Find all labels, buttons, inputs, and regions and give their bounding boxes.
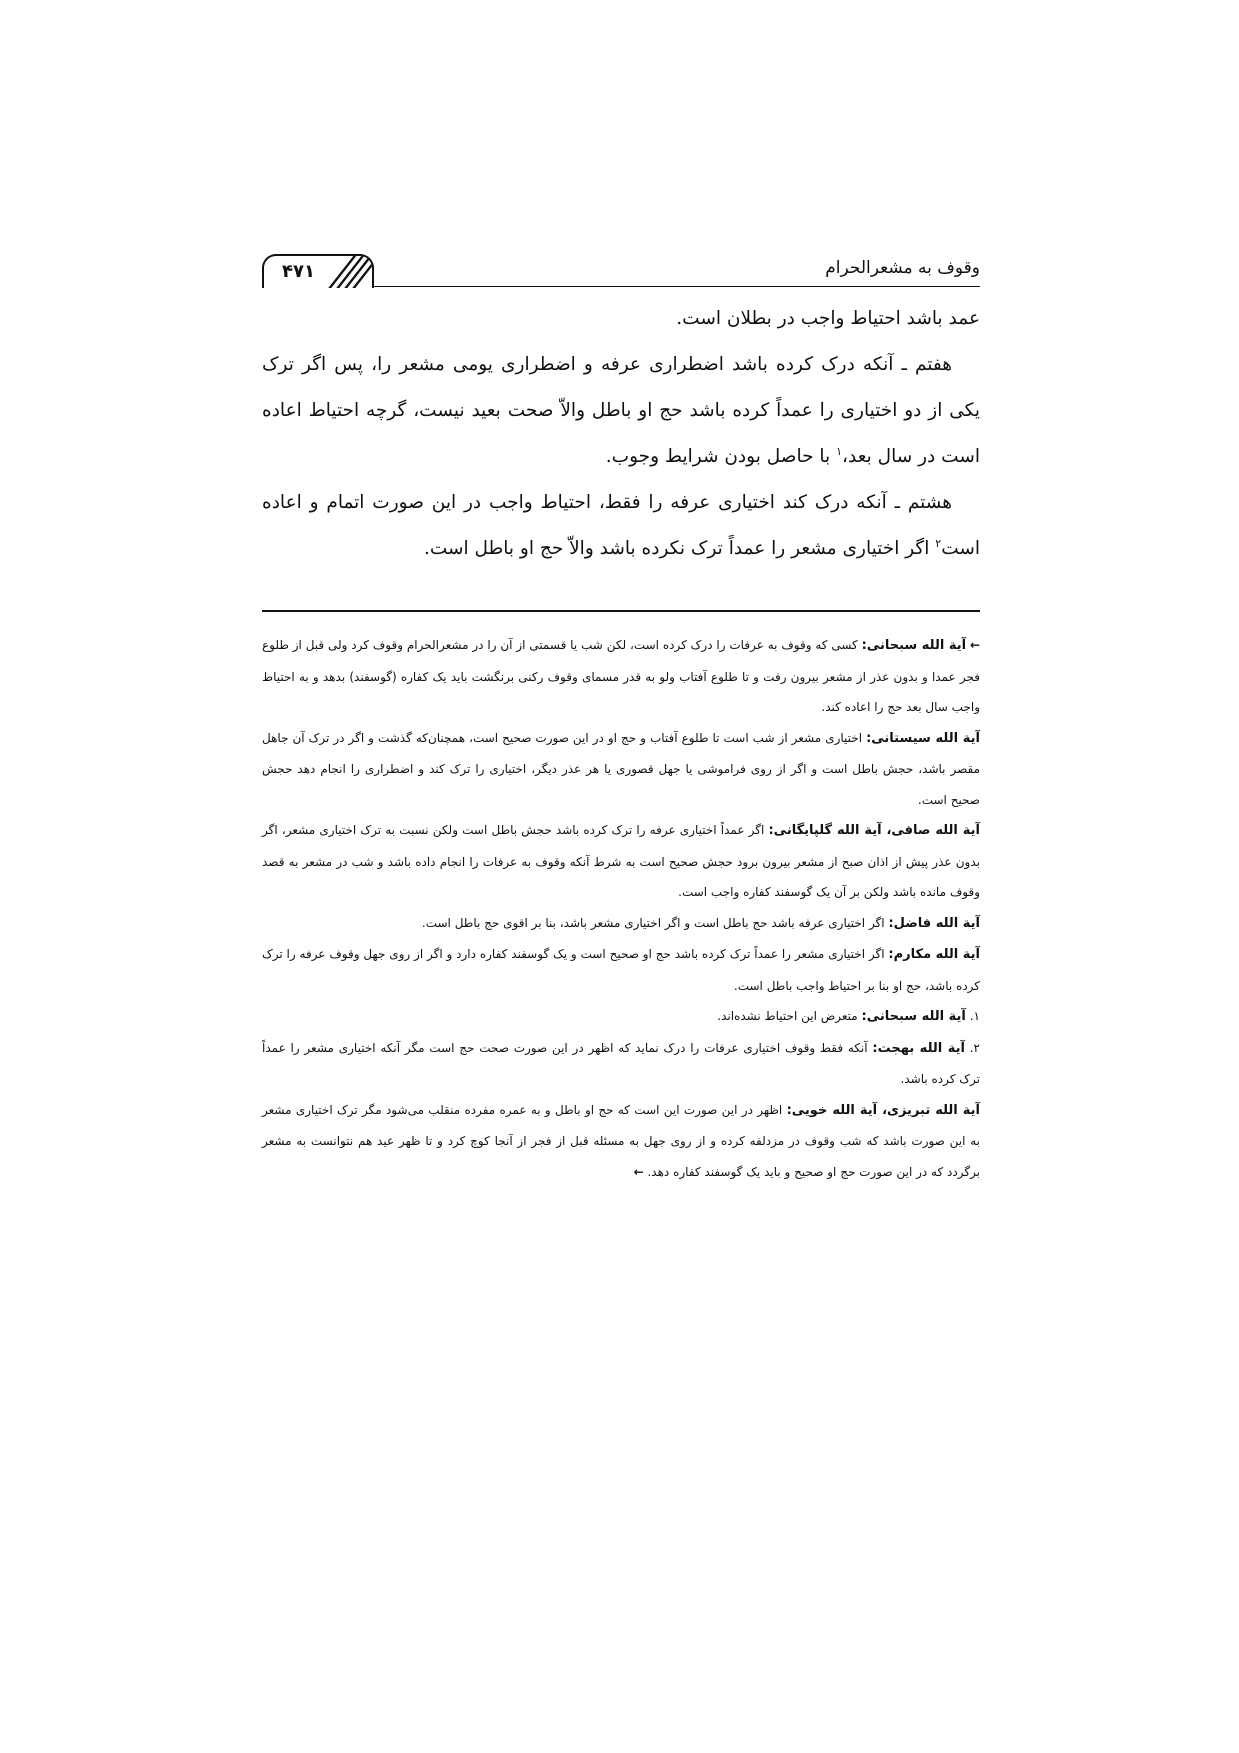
continuation-arrow-icon: ←	[633, 1164, 644, 1179]
footnote: ۲. آیة الله بهجت: آنکه فقط وقوف اختیاری عرفات را درک نماید که اظهر در این صورت صحت حج است مگر آنکه اختیاری مشعر را عمداً ترک کرده باشد.	[262, 1040, 980, 1086]
paragraph: هشتم ـ آنکه درک کند اختیاری عرفه را فقط، احتیاط واجب در این صورت اتمام و اعاده است$^۲$ اگر اختیاری مشعر را عمداً ترک نکرده باشد والاّ حج او باطل است.	[262, 492, 980, 559]
footnote-separator	[262, 610, 980, 612]
continuation-arrow-icon: ←	[969, 638, 980, 652]
decorative-stripes-icon	[332, 256, 372, 288]
footnote-number: ۱.	[969, 1009, 980, 1023]
footnote: آیة الله مکارم: اگر اختیاری مشعر را عمداً ترک کرده باشد حج او صحیح است و یک گوسفند کفاره دارد و اگر از روی جهل وقوف عرفه را ترک کرده باشد، حج او بنا بر احتیاط واجب باطل است.	[262, 947, 980, 993]
footnote: آیة الله سیستانی: اختیاری مشعر از شب است تا طلوع آفتاب و حج او در این صورت صحیح است، همچنان‌که گذشت و اگر در ترک آن جاهل مقصر باشد، حجش باطل است و اگر از روی فراموشی یا جهل قصوری یا هر عذر دیگر، اختیاری را ترک کند و اضطراری را انجام دهد حجش صحیح است.	[262, 730, 980, 807]
footnote-number: ۲.	[969, 1040, 980, 1055]
paragraph: عمد باشد احتیاط واجب در بطلان است.	[676, 308, 980, 329]
footnote: آیة الله تبریزی، آیة الله خویی: اظهر در این صورت این است که حج او باطل و به عمره مفرده منقلب می‌شود مگر ترک اختیاری مشعر به این صورت باشد که شب وقوف در مزدلفه کرده و از روی جهل به مسئله قبل از فجر از آنجا کوچ کرد و تا ظهر عید هم نتوانست به مشعر برگردد که در این صورت حج او صحیح و باید یک گوسفند کفاره دهد. ←	[262, 1102, 980, 1179]
footnote: ← آیة الله سبحانی: کسی که وقوف به عرفات را درک کرده است، لکن شب یا قسمتی از آن را در مشعرالحرام وقوف کرد ولی قبل از طلوع فجر عمدا و بدون عذر از مشعر بیرون رفت و تا طلوع آفتاب ولو به قدر مسمای وقوف رکنی برنگشت باید یک کفاره (گوسفند) بدهد و به احتیاط واجب سال بعد حج را اعاده کند.	[262, 638, 980, 714]
footnotes	[262, 630, 980, 1187]
footnote-ref[interactable]: ۲	[935, 536, 942, 550]
footnote: ۱. آیة الله سبحانی: متعرض این احتیاط نشده‌اند.	[717, 1009, 980, 1024]
page-number-box	[262, 254, 374, 288]
page-header	[262, 252, 980, 290]
page-number: ۴۷۱	[282, 261, 315, 282]
main-text	[262, 296, 980, 572]
footnote: آیة الله صافی، آیة الله گلپایگانی: اگر عمداً اختیاری عرفه را ترک کرده باشد حجش باطل است ولکن نسبت به ترک اختیاری مشعر، اگر بدون عذر پیش از اذان صبح از مشعر بیرون برود حجش صحیح است به شرط آنکه وقوف به عرفات را انجام داده باشد و شب در مشعر به قصد وقوف مانده باشد ولکن بر آن یک گوسفند کفاره واجب است.	[262, 823, 980, 899]
footnote: آیة الله فاضل: اگر اختیاری عرفه باشد حج باطل است و اگر اختیاری مشعر باشد، بنا بر اقوی حج باطل است.	[421, 915, 980, 931]
footnote-ref[interactable]: ۱	[836, 444, 843, 458]
chapter-title: وقوف به مشعرالحرام	[825, 258, 980, 278]
paragraph: هفتم ـ آنکه درک کرده باشد اضطراری عرفه و اضطراری یومی مشعر را، پس اگر ترک یکی از دو اختیاری را عمداً کرده باشد حج او باطل والاّ صحت بعید نیست، گرچه احتیاط اعاده است در سال بعد،$^۱$ با حاصل بودن شرایط وجوب.	[262, 354, 980, 467]
